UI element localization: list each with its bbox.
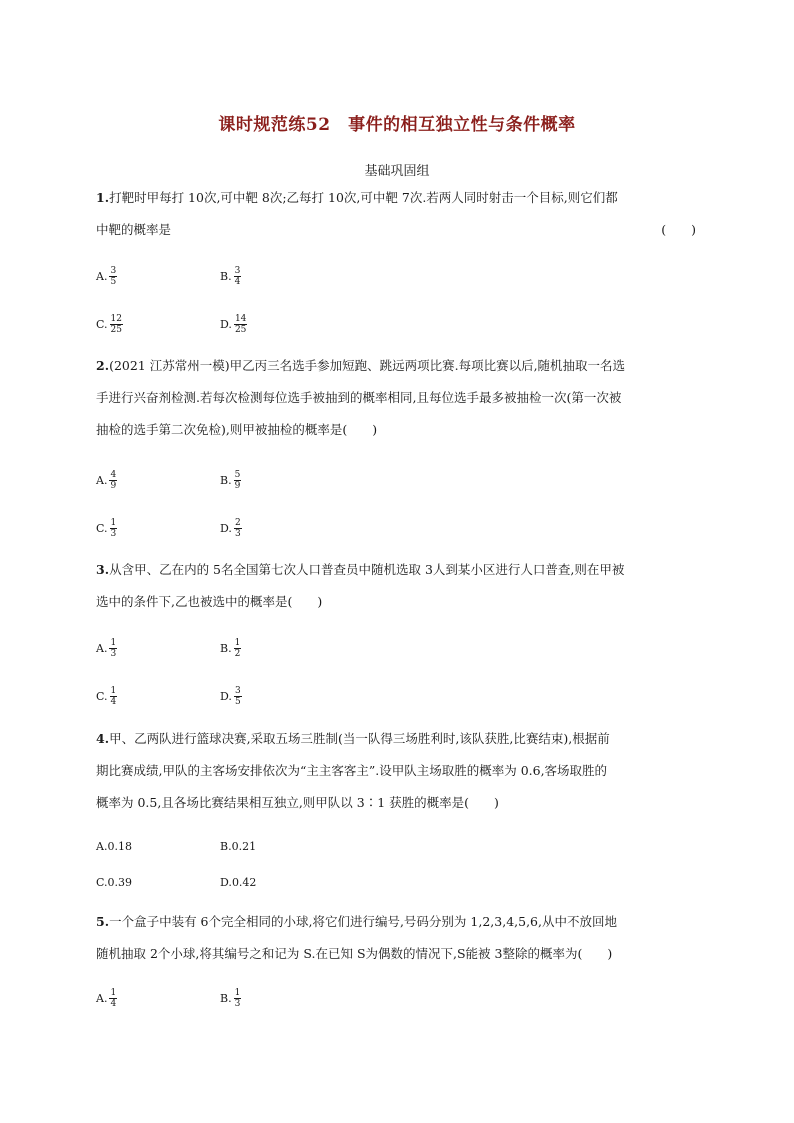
numerator: 1 (110, 517, 117, 528)
denominator: 3 (234, 998, 241, 1009)
denominator: 4 (110, 998, 117, 1009)
numerator: 4 (110, 469, 117, 480)
numerator: 3 (234, 685, 241, 696)
option-label: B. (220, 839, 232, 853)
question-2-line-1 (96, 350, 696, 382)
option-value: 0.21 (231, 839, 257, 853)
numerator: 1 (110, 637, 117, 648)
option-label: B. (220, 269, 232, 283)
question-2-text: (2021 江苏常州一模)甲乙丙三名选手参加短跑、跳远两项比赛.每项比赛以后,随机抽取一名选 (109, 358, 626, 373)
option-a (96, 984, 117, 1012)
option-c (96, 514, 117, 542)
question-1-line-1 (96, 182, 696, 214)
option-label: D. (220, 689, 232, 703)
fraction (109, 266, 117, 287)
fraction (109, 470, 117, 491)
option-label: C. (96, 875, 108, 889)
numerator: 3 (110, 265, 117, 276)
page-title: 课时规范练52 事件的相互独立性与条件概率 (218, 115, 576, 135)
option-a (96, 634, 117, 662)
fraction (234, 638, 242, 659)
option-c (96, 310, 123, 338)
question-5-text: 一个盒子中装有 6个完全相同的小球,将它们进行编号,号码分别为 1,2,3,4,5,6,从中不放回地 (109, 914, 617, 929)
fraction (234, 518, 242, 539)
denominator: 3 (110, 648, 117, 659)
fraction (109, 988, 117, 1009)
answer-paren: ( ) (661, 222, 696, 237)
option-b (220, 466, 241, 494)
denominator: 5 (110, 276, 117, 287)
question-1 (96, 182, 696, 246)
denominator: 2 (234, 648, 241, 659)
denominator: 4 (110, 696, 117, 707)
option-d (220, 514, 242, 542)
option-c (96, 868, 132, 896)
denominator: 9 (234, 480, 241, 491)
question-3-number: 3. (96, 562, 110, 577)
option-label: A. (96, 269, 108, 283)
option-a (96, 466, 117, 494)
denominator: 3 (110, 528, 117, 539)
option-label: A. (96, 991, 108, 1005)
option-label: B. (220, 641, 232, 655)
fraction (234, 470, 242, 491)
denominator: 25 (234, 324, 247, 335)
numerator: 14 (234, 313, 247, 324)
numerator: 5 (234, 469, 241, 480)
option-b (220, 984, 241, 1012)
option-label: A. (96, 641, 108, 655)
question-2 (96, 350, 696, 446)
question-4-line-2: 期比赛成绩,甲队的主客场安排依次为“主主客客主”.设甲队主场取胜的概率为 0.6,客场取胜的 (96, 763, 608, 778)
numerator: 1 (234, 987, 241, 998)
question-4-text: 甲、乙两队进行篮球决赛,采取五场三胜制(当一队得三场胜利时,该队获胜,比赛结束),根据前 (109, 731, 610, 746)
option-label: C. (96, 521, 108, 535)
question-1-line-2 (96, 214, 696, 246)
numerator: 3 (234, 265, 241, 276)
question-4-line-1 (96, 723, 696, 755)
question-5-line-1 (96, 906, 696, 938)
numerator: 1 (234, 637, 241, 648)
fraction (110, 686, 118, 707)
question-2-line-2: 手进行兴奋剂检测.若每次检测每位选手被抽到的概率相同,且每位选手最多被抽检一次(第一次被 (96, 390, 622, 405)
option-label: A. (96, 473, 108, 487)
fraction (234, 686, 242, 707)
option-a (96, 832, 132, 860)
option-b (220, 634, 241, 662)
question-3 (96, 554, 696, 618)
numerator: 1 (110, 987, 117, 998)
question-5 (96, 906, 696, 970)
denominator: 3 (234, 528, 241, 539)
option-label: B. (220, 473, 232, 487)
section-heading: 基础巩固组 (364, 164, 430, 179)
option-d (220, 868, 256, 896)
question-3-text: 从含甲、乙在内的 5名全国第七次人口普查员中随机选取 3人到某小区进行人口普查,则在甲被 (109, 562, 625, 577)
option-label: D. (220, 521, 232, 535)
option-b (220, 262, 241, 290)
question-1-text-2: 中靶的概率是 (96, 222, 172, 237)
question-4 (96, 723, 696, 819)
denominator: 4 (234, 276, 241, 287)
option-a (96, 262, 117, 290)
option-value: 0.42 (231, 875, 257, 889)
option-value: 0.18 (107, 839, 132, 853)
denominator: 25 (110, 324, 122, 335)
option-value: 0.39 (107, 875, 133, 889)
denominator: 9 (110, 480, 117, 491)
question-4-number: 4. (96, 731, 110, 746)
option-label: D. (220, 317, 232, 331)
fraction (234, 266, 242, 287)
option-label: C. (96, 689, 108, 703)
fraction (110, 518, 118, 539)
numerator: 12 (110, 313, 122, 324)
question-5-number: 5. (96, 914, 110, 929)
option-label: C. (96, 317, 108, 331)
question-2-line-3: 抽检的选手第二次免检),则甲被抽检的概率是( ) (96, 422, 378, 437)
option-label: D. (220, 875, 232, 889)
fraction (109, 638, 117, 659)
fraction (234, 988, 242, 1009)
question-5-line-2: 随机抽取 2个小球,将其编号之和记为 S.在已知 S为偶数的情况下,S能被 3整除的概率为( ) (96, 946, 613, 961)
option-label: A. (96, 839, 108, 853)
question-2-number: 2. (96, 358, 110, 373)
option-label: B. (220, 991, 232, 1005)
numerator: 2 (234, 517, 241, 528)
question-3-line-2: 选中的条件下,乙也被选中的概率是( ) (96, 594, 323, 609)
question-1-number: 1. (96, 190, 110, 205)
denominator: 5 (234, 696, 241, 707)
option-d (220, 682, 242, 710)
option-b (220, 832, 256, 860)
option-c (96, 682, 117, 710)
fraction (110, 314, 123, 335)
question-3-line-1 (96, 554, 696, 586)
question-1-text: 打靶时甲每打 10次,可中靶 8次;乙每打 10次,可中靶 7次.若两人同时射击一个目标,则它们都 (109, 190, 618, 205)
fraction (234, 314, 247, 335)
option-d (220, 310, 247, 338)
question-4-line-3: 概率为 0.5,且各场比赛结果相互独立,则甲队以 3∶1 获胜的概率是( ) (96, 795, 499, 810)
numerator: 1 (110, 685, 117, 696)
